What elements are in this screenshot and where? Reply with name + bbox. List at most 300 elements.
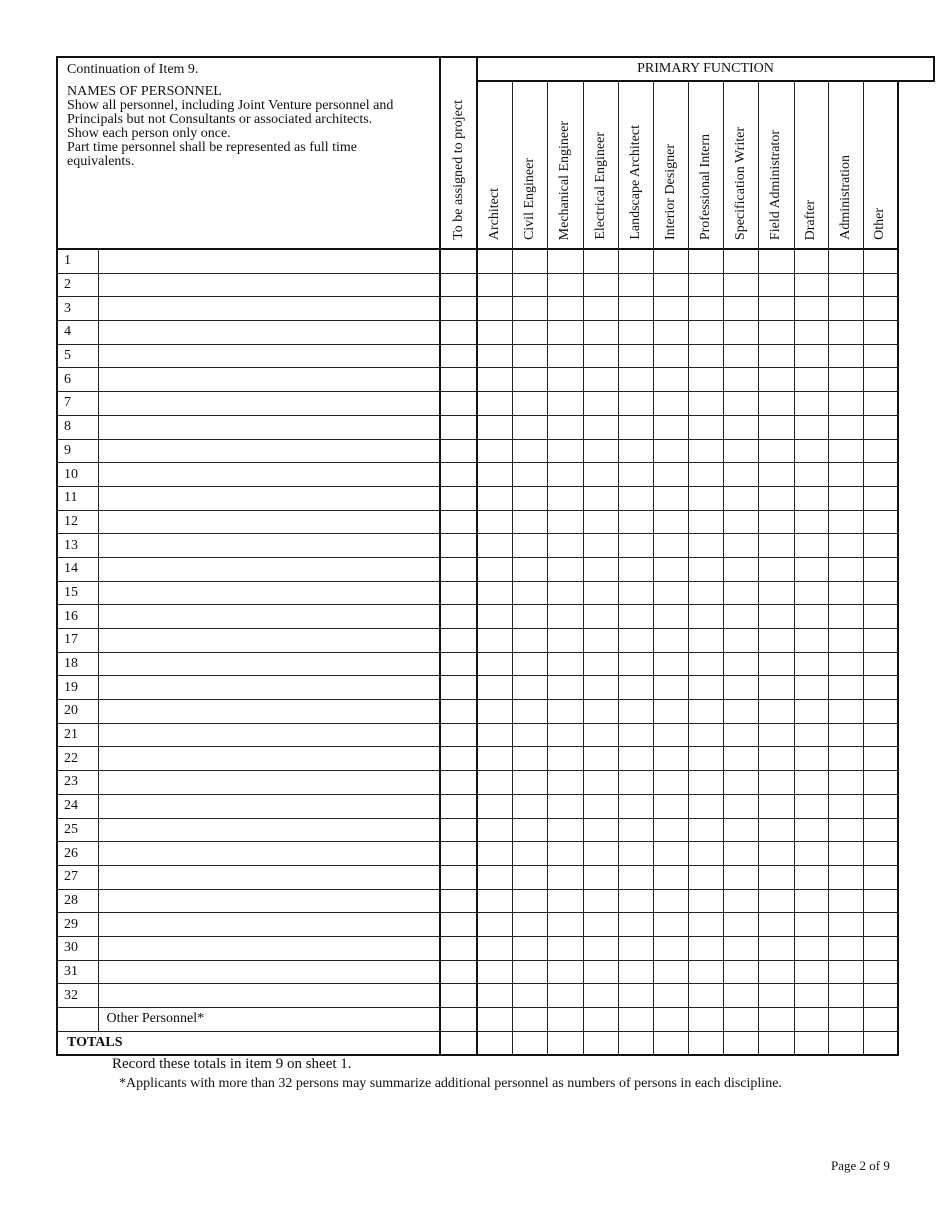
assigned-cell[interactable] [440,676,477,700]
function-cell[interactable] [863,913,898,937]
function-cell[interactable] [583,936,618,960]
function-cell[interactable] [863,321,898,345]
function-cell[interactable] [863,676,898,700]
function-cell[interactable] [547,463,583,487]
function-cell[interactable] [618,913,653,937]
function-cell[interactable] [828,368,863,392]
function-cell[interactable] [583,960,618,984]
assigned-cell[interactable] [440,581,477,605]
function-cell[interactable] [863,842,898,866]
assigned-cell[interactable] [440,534,477,558]
function-cell[interactable] [723,557,758,581]
function-cell[interactable] [723,889,758,913]
function-cell[interactable] [723,629,758,653]
function-cell[interactable] [618,344,653,368]
function-cell[interactable] [618,297,653,321]
personnel-name-cell[interactable] [98,557,440,581]
personnel-name-cell[interactable] [98,368,440,392]
function-cell[interactable] [653,249,688,273]
function-cell[interactable] [477,794,512,818]
personnel-name-cell[interactable] [98,842,440,866]
function-cell[interactable] [583,723,618,747]
function-cell[interactable] [794,629,828,653]
function-cell[interactable] [547,629,583,653]
function-cell[interactable] [688,652,723,676]
function-cell[interactable] [688,960,723,984]
function-cell[interactable] [583,652,618,676]
function-cell[interactable] [828,321,863,345]
function-cell[interactable] [618,676,653,700]
function-cell[interactable] [618,652,653,676]
function-cell[interactable] [583,605,618,629]
function-cell[interactable] [794,510,828,534]
function-cell[interactable] [547,889,583,913]
function-cell[interactable] [547,984,583,1008]
function-cell[interactable] [618,771,653,795]
function-cell[interactable] [477,368,512,392]
function-cell[interactable] [794,771,828,795]
function-cell[interactable] [758,486,794,510]
function-cell[interactable] [828,842,863,866]
function-cell[interactable] [723,1031,758,1055]
function-cell[interactable] [512,273,547,297]
function-cell[interactable] [653,297,688,321]
function-cell[interactable] [477,700,512,724]
function-cell[interactable] [794,700,828,724]
function-cell[interactable] [794,392,828,416]
personnel-name-cell[interactable] [98,605,440,629]
function-cell[interactable] [828,984,863,1008]
function-cell[interactable] [794,865,828,889]
function-cell[interactable] [828,463,863,487]
function-cell[interactable] [828,557,863,581]
personnel-name-cell[interactable] [98,321,440,345]
function-cell[interactable] [688,273,723,297]
function-cell[interactable] [618,842,653,866]
function-cell[interactable] [723,486,758,510]
function-cell[interactable] [758,1008,794,1032]
function-cell[interactable] [688,392,723,416]
personnel-name-cell[interactable] [98,534,440,558]
function-cell[interactable] [758,960,794,984]
function-cell[interactable] [863,1031,898,1055]
function-cell[interactable] [723,652,758,676]
function-cell[interactable] [758,1031,794,1055]
function-cell[interactable] [477,273,512,297]
function-cell[interactable] [618,557,653,581]
assigned-cell[interactable] [440,392,477,416]
function-cell[interactable] [828,629,863,653]
function-cell[interactable] [618,794,653,818]
function-cell[interactable] [863,344,898,368]
personnel-name-cell[interactable] [98,936,440,960]
function-cell[interactable] [477,913,512,937]
function-cell[interactable] [863,463,898,487]
function-cell[interactable] [794,676,828,700]
function-cell[interactable] [547,652,583,676]
function-cell[interactable] [723,723,758,747]
assigned-cell[interactable] [440,960,477,984]
function-cell[interactable] [583,889,618,913]
function-cell[interactable] [828,415,863,439]
function-cell[interactable] [547,392,583,416]
function-cell[interactable] [547,842,583,866]
function-cell[interactable] [512,913,547,937]
function-cell[interactable] [653,818,688,842]
function-cell[interactable] [512,700,547,724]
function-cell[interactable] [723,747,758,771]
function-cell[interactable] [688,534,723,558]
assigned-cell[interactable] [440,368,477,392]
function-cell[interactable] [688,344,723,368]
function-cell[interactable] [583,486,618,510]
function-cell[interactable] [583,747,618,771]
function-cell[interactable] [618,865,653,889]
function-cell[interactable] [547,936,583,960]
function-cell[interactable] [863,581,898,605]
function-cell[interactable] [794,936,828,960]
function-cell[interactable] [618,960,653,984]
function-cell[interactable] [863,865,898,889]
function-cell[interactable] [794,605,828,629]
assigned-cell[interactable] [440,747,477,771]
personnel-name-cell[interactable] [98,700,440,724]
function-cell[interactable] [828,723,863,747]
function-cell[interactable] [547,676,583,700]
function-cell[interactable] [863,629,898,653]
function-cell[interactable] [723,249,758,273]
function-cell[interactable] [688,581,723,605]
function-cell[interactable] [547,439,583,463]
function-cell[interactable] [794,794,828,818]
function-cell[interactable] [794,747,828,771]
function-cell[interactable] [758,723,794,747]
function-cell[interactable] [583,415,618,439]
assigned-cell[interactable] [440,486,477,510]
function-cell[interactable] [477,297,512,321]
function-cell[interactable] [583,913,618,937]
function-cell[interactable] [618,463,653,487]
function-cell[interactable] [794,297,828,321]
function-cell[interactable] [512,463,547,487]
function-cell[interactable] [512,652,547,676]
function-cell[interactable] [477,723,512,747]
function-cell[interactable] [863,771,898,795]
function-cell[interactable] [547,486,583,510]
function-cell[interactable] [547,1031,583,1055]
function-cell[interactable] [547,771,583,795]
assigned-cell[interactable] [440,913,477,937]
function-cell[interactable] [863,249,898,273]
function-cell[interactable] [758,842,794,866]
function-cell[interactable] [723,794,758,818]
function-cell[interactable] [828,534,863,558]
function-cell[interactable] [583,297,618,321]
function-cell[interactable] [653,510,688,534]
function-cell[interactable] [688,723,723,747]
function-cell[interactable] [477,865,512,889]
function-cell[interactable] [618,581,653,605]
personnel-name-cell[interactable] [98,392,440,416]
function-cell[interactable] [477,439,512,463]
function-cell[interactable] [477,534,512,558]
assigned-cell[interactable] [440,771,477,795]
function-cell[interactable] [828,889,863,913]
function-cell[interactable] [512,889,547,913]
function-cell[interactable] [758,581,794,605]
personnel-name-cell[interactable] [98,273,440,297]
function-cell[interactable] [758,984,794,1008]
function-cell[interactable] [688,771,723,795]
assigned-cell[interactable] [440,297,477,321]
function-cell[interactable] [653,629,688,653]
function-cell[interactable] [794,581,828,605]
function-cell[interactable] [758,297,794,321]
function-cell[interactable] [583,534,618,558]
function-cell[interactable] [863,960,898,984]
personnel-name-cell[interactable] [98,865,440,889]
function-cell[interactable] [688,605,723,629]
function-cell[interactable] [758,510,794,534]
function-cell[interactable] [688,865,723,889]
function-cell[interactable] [688,984,723,1008]
function-cell[interactable] [758,605,794,629]
function-cell[interactable] [758,534,794,558]
function-cell[interactable] [723,960,758,984]
function-cell[interactable] [828,1008,863,1032]
function-cell[interactable] [547,510,583,534]
function-cell[interactable] [794,534,828,558]
function-cell[interactable] [723,771,758,795]
function-cell[interactable] [758,936,794,960]
function-cell[interactable] [863,605,898,629]
function-cell[interactable] [477,984,512,1008]
function-cell[interactable] [512,249,547,273]
assigned-cell[interactable] [440,557,477,581]
function-cell[interactable] [583,1008,618,1032]
function-cell[interactable] [828,700,863,724]
function-cell[interactable] [547,723,583,747]
function-cell[interactable] [794,486,828,510]
assigned-cell[interactable] [440,1031,477,1055]
function-cell[interactable] [688,557,723,581]
personnel-name-cell[interactable] [98,629,440,653]
function-cell[interactable] [618,700,653,724]
function-cell[interactable] [828,581,863,605]
function-cell[interactable] [758,771,794,795]
function-cell[interactable] [794,439,828,463]
function-cell[interactable] [477,581,512,605]
function-cell[interactable] [477,392,512,416]
function-cell[interactable] [583,249,618,273]
function-cell[interactable] [828,486,863,510]
function-cell[interactable] [618,415,653,439]
function-cell[interactable] [583,392,618,416]
function-cell[interactable] [653,486,688,510]
function-cell[interactable] [688,794,723,818]
function-cell[interactable] [547,605,583,629]
function-cell[interactable] [653,1008,688,1032]
function-cell[interactable] [828,913,863,937]
function-cell[interactable] [794,960,828,984]
function-cell[interactable] [794,723,828,747]
function-cell[interactable] [828,510,863,534]
function-cell[interactable] [653,889,688,913]
assigned-cell[interactable] [440,818,477,842]
function-cell[interactable] [512,297,547,321]
function-cell[interactable] [828,344,863,368]
function-cell[interactable] [653,960,688,984]
function-cell[interactable] [794,368,828,392]
function-cell[interactable] [583,368,618,392]
function-cell[interactable] [723,700,758,724]
function-cell[interactable] [547,321,583,345]
function-cell[interactable] [583,273,618,297]
function-cell[interactable] [723,913,758,937]
function-cell[interactable] [477,936,512,960]
function-cell[interactable] [512,960,547,984]
function-cell[interactable] [512,557,547,581]
assigned-cell[interactable] [440,889,477,913]
function-cell[interactable] [688,1008,723,1032]
function-cell[interactable] [863,794,898,818]
function-cell[interactable] [583,984,618,1008]
function-cell[interactable] [512,747,547,771]
function-cell[interactable] [583,581,618,605]
function-cell[interactable] [723,321,758,345]
function-cell[interactable] [618,368,653,392]
assigned-cell[interactable] [440,984,477,1008]
function-cell[interactable] [758,415,794,439]
function-cell[interactable] [794,913,828,937]
function-cell[interactable] [794,652,828,676]
function-cell[interactable] [828,960,863,984]
personnel-name-cell[interactable] [98,747,440,771]
function-cell[interactable] [863,984,898,1008]
function-cell[interactable] [512,818,547,842]
function-cell[interactable] [477,676,512,700]
function-cell[interactable] [723,1008,758,1032]
function-cell[interactable] [583,794,618,818]
function-cell[interactable] [547,747,583,771]
function-cell[interactable] [828,676,863,700]
function-cell[interactable] [547,344,583,368]
function-cell[interactable] [512,392,547,416]
function-cell[interactable] [618,534,653,558]
function-cell[interactable] [653,1031,688,1055]
function-cell[interactable] [828,439,863,463]
function-cell[interactable] [618,439,653,463]
function-cell[interactable] [547,818,583,842]
personnel-name-cell[interactable] [98,889,440,913]
function-cell[interactable] [828,249,863,273]
function-cell[interactable] [477,415,512,439]
function-cell[interactable] [794,818,828,842]
function-cell[interactable] [794,842,828,866]
function-cell[interactable] [758,368,794,392]
function-cell[interactable] [653,581,688,605]
personnel-name-cell[interactable] [98,439,440,463]
assigned-cell[interactable] [440,842,477,866]
assigned-cell[interactable] [440,652,477,676]
function-cell[interactable] [512,415,547,439]
function-cell[interactable] [512,794,547,818]
function-cell[interactable] [758,439,794,463]
function-cell[interactable] [723,676,758,700]
function-cell[interactable] [688,439,723,463]
function-cell[interactable] [477,960,512,984]
function-cell[interactable] [618,1008,653,1032]
function-cell[interactable] [758,676,794,700]
function-cell[interactable] [512,368,547,392]
function-cell[interactable] [477,842,512,866]
function-cell[interactable] [758,818,794,842]
function-cell[interactable] [863,1008,898,1032]
function-cell[interactable] [828,771,863,795]
function-cell[interactable] [828,273,863,297]
function-cell[interactable] [618,486,653,510]
function-cell[interactable] [758,321,794,345]
function-cell[interactable] [688,747,723,771]
function-cell[interactable] [618,984,653,1008]
function-cell[interactable] [828,392,863,416]
function-cell[interactable] [723,297,758,321]
function-cell[interactable] [863,747,898,771]
function-cell[interactable] [583,557,618,581]
function-cell[interactable] [618,723,653,747]
function-cell[interactable] [688,842,723,866]
function-cell[interactable] [653,865,688,889]
function-cell[interactable] [512,842,547,866]
function-cell[interactable] [758,344,794,368]
function-cell[interactable] [758,794,794,818]
function-cell[interactable] [723,534,758,558]
personnel-name-cell[interactable] [98,723,440,747]
personnel-name-cell[interactable] [98,344,440,368]
function-cell[interactable] [688,936,723,960]
function-cell[interactable] [688,249,723,273]
function-cell[interactable] [583,439,618,463]
function-cell[interactable] [758,865,794,889]
function-cell[interactable] [828,605,863,629]
function-cell[interactable] [547,415,583,439]
function-cell[interactable] [688,913,723,937]
function-cell[interactable] [758,652,794,676]
function-cell[interactable] [512,344,547,368]
assigned-cell[interactable] [440,936,477,960]
function-cell[interactable] [477,889,512,913]
function-cell[interactable] [794,1008,828,1032]
function-cell[interactable] [863,297,898,321]
function-cell[interactable] [512,486,547,510]
function-cell[interactable] [758,273,794,297]
function-cell[interactable] [583,1031,618,1055]
function-cell[interactable] [477,1008,512,1032]
function-cell[interactable] [583,818,618,842]
personnel-name-cell[interactable] [98,652,440,676]
function-cell[interactable] [828,297,863,321]
function-cell[interactable] [758,889,794,913]
function-cell[interactable] [723,392,758,416]
assigned-cell[interactable] [440,463,477,487]
function-cell[interactable] [618,510,653,534]
function-cell[interactable] [688,629,723,653]
function-cell[interactable] [653,415,688,439]
function-cell[interactable] [863,889,898,913]
personnel-name-cell[interactable] [98,463,440,487]
function-cell[interactable] [758,629,794,653]
assigned-cell[interactable] [440,344,477,368]
